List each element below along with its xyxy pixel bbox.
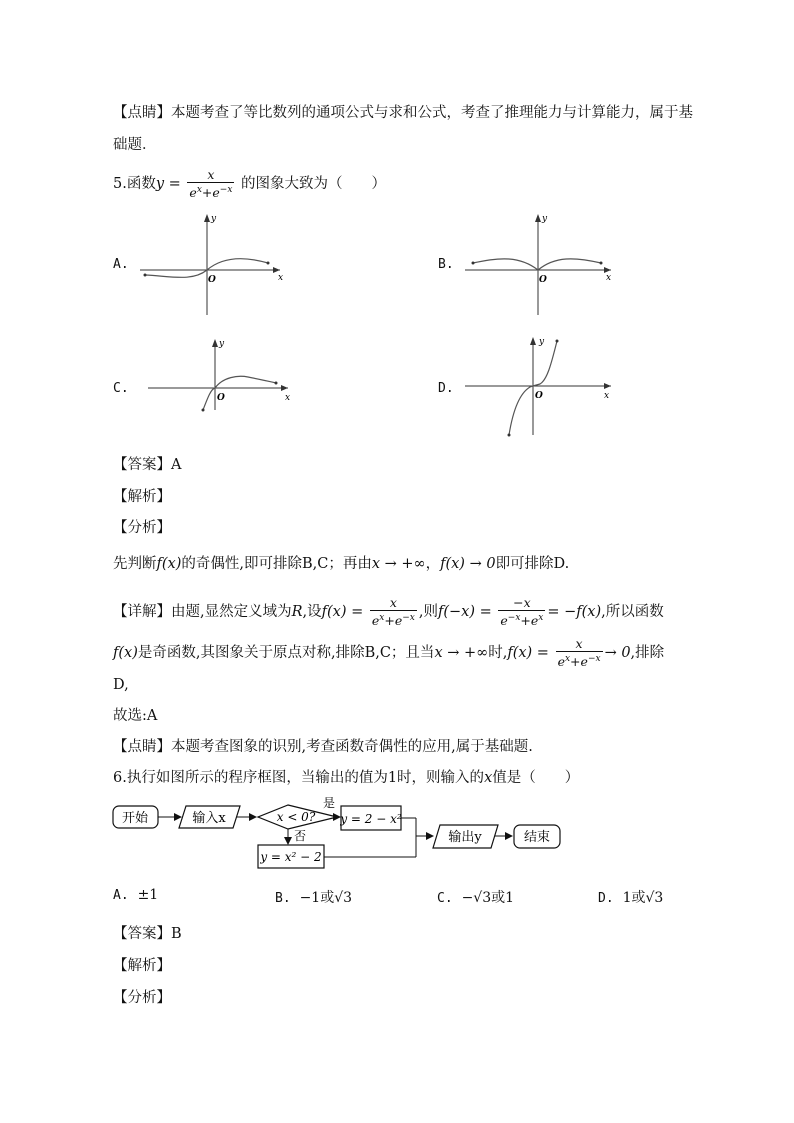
answer-5: 【答案】A — [113, 457, 182, 473]
svg-text:是: 是 — [323, 796, 336, 810]
svg-text:O: O — [539, 275, 547, 285]
option-c-graph — [148, 337, 298, 412]
option-a-label: A. — [113, 257, 129, 272]
svg-text:x: x — [606, 273, 612, 283]
svg-text:y = 2 − x²: y = 2 − x² — [340, 812, 402, 826]
option-b-label: B. — [438, 257, 454, 272]
svg-text:否: 否 — [294, 829, 307, 843]
svg-text:O: O — [535, 391, 543, 401]
question-6: 6.执行如图所示的程序框图，当输出的值为1时，则输入的x值是（ ） — [113, 770, 580, 786]
detail-5-line1: 【详解】由题,显然定义域为R,设f(x) = $\frac{x}{e^x+e^{-x}}$ ,则f(−x) = $\frac{-x}{e^{-x}+e^x}$ = −f(x),所以函数 — [113, 595, 664, 629]
svg-text:y: y — [219, 339, 225, 349]
answer-6: 【答案】B — [113, 926, 182, 942]
option-6-c: C. −√3或1 — [437, 890, 515, 906]
flowchart — [110, 795, 570, 870]
option-d-graph — [465, 335, 615, 440]
detail-5-line3: D, — [113, 677, 129, 693]
dianjing-prev: 【点睛】本题考查了等比数列的通项公式与求和公式，考查了推理能力与计算能力，属于基 — [113, 105, 693, 121]
svg-text:开始: 开始 — [121, 811, 149, 826]
svg-text:x: x — [278, 273, 284, 283]
fraction: $\frac{x}{e^x+e^{-x}}$ — [189, 167, 233, 201]
option-c-label: C. — [113, 381, 129, 396]
option-6-b: B. −1或√3 — [275, 890, 353, 906]
fenxi-5: 【分析】 — [113, 520, 171, 536]
detail-5-line2: f(x)是奇函数,其图象关于原点对称,排除B,C；且当x → +∞时,f(x) = $\frac{x}{e^x+e^{-x}}$ → 0,排除 — [113, 636, 665, 670]
option-b-graph — [465, 212, 615, 317]
svg-text:x < 0?: x < 0? — [276, 810, 316, 824]
dianjing-5: 【点睛】本题考查图象的识别,考查函数奇偶性的应用,属于基础题. — [113, 739, 533, 755]
svg-text:结束: 结束 — [523, 830, 551, 845]
jiexi-6: 【解析】 — [113, 958, 171, 974]
svg-text:y: y — [542, 214, 548, 224]
analysis-5: 先判断f(x)的奇偶性,即可排除B,C；再由x → +∞，f(x) → 0即可排除D. — [113, 556, 570, 572]
svg-text:输出y: 输出y — [448, 830, 482, 845]
svg-text:y: y — [211, 214, 217, 224]
question-5: 5.函数y = $\frac{x}{e^x+e^{-x}}$ 的图象大致为（ ） — [113, 167, 387, 201]
svg-text:y: y — [539, 337, 545, 347]
option-a-graph — [140, 212, 290, 317]
dianjing-prev-cont: 础题． — [113, 137, 157, 153]
option-6-a: A. ±1 — [113, 887, 159, 903]
choose-5: 故选:A — [113, 708, 158, 724]
svg-text:x: x — [285, 393, 291, 403]
svg-text:x: x — [604, 391, 610, 401]
option-d-label: D. — [438, 381, 454, 396]
fenxi-6: 【分析】 — [113, 990, 171, 1006]
svg-text:输入x: 输入x — [192, 811, 226, 826]
option-6-d: D. 1或√3 — [598, 890, 664, 906]
svg-text:y = x² − 2: y = x² − 2 — [260, 850, 322, 864]
svg-text:O: O — [208, 275, 216, 285]
jiexi-5: 【解析】 — [113, 489, 171, 505]
svg-text:O: O — [217, 393, 225, 403]
